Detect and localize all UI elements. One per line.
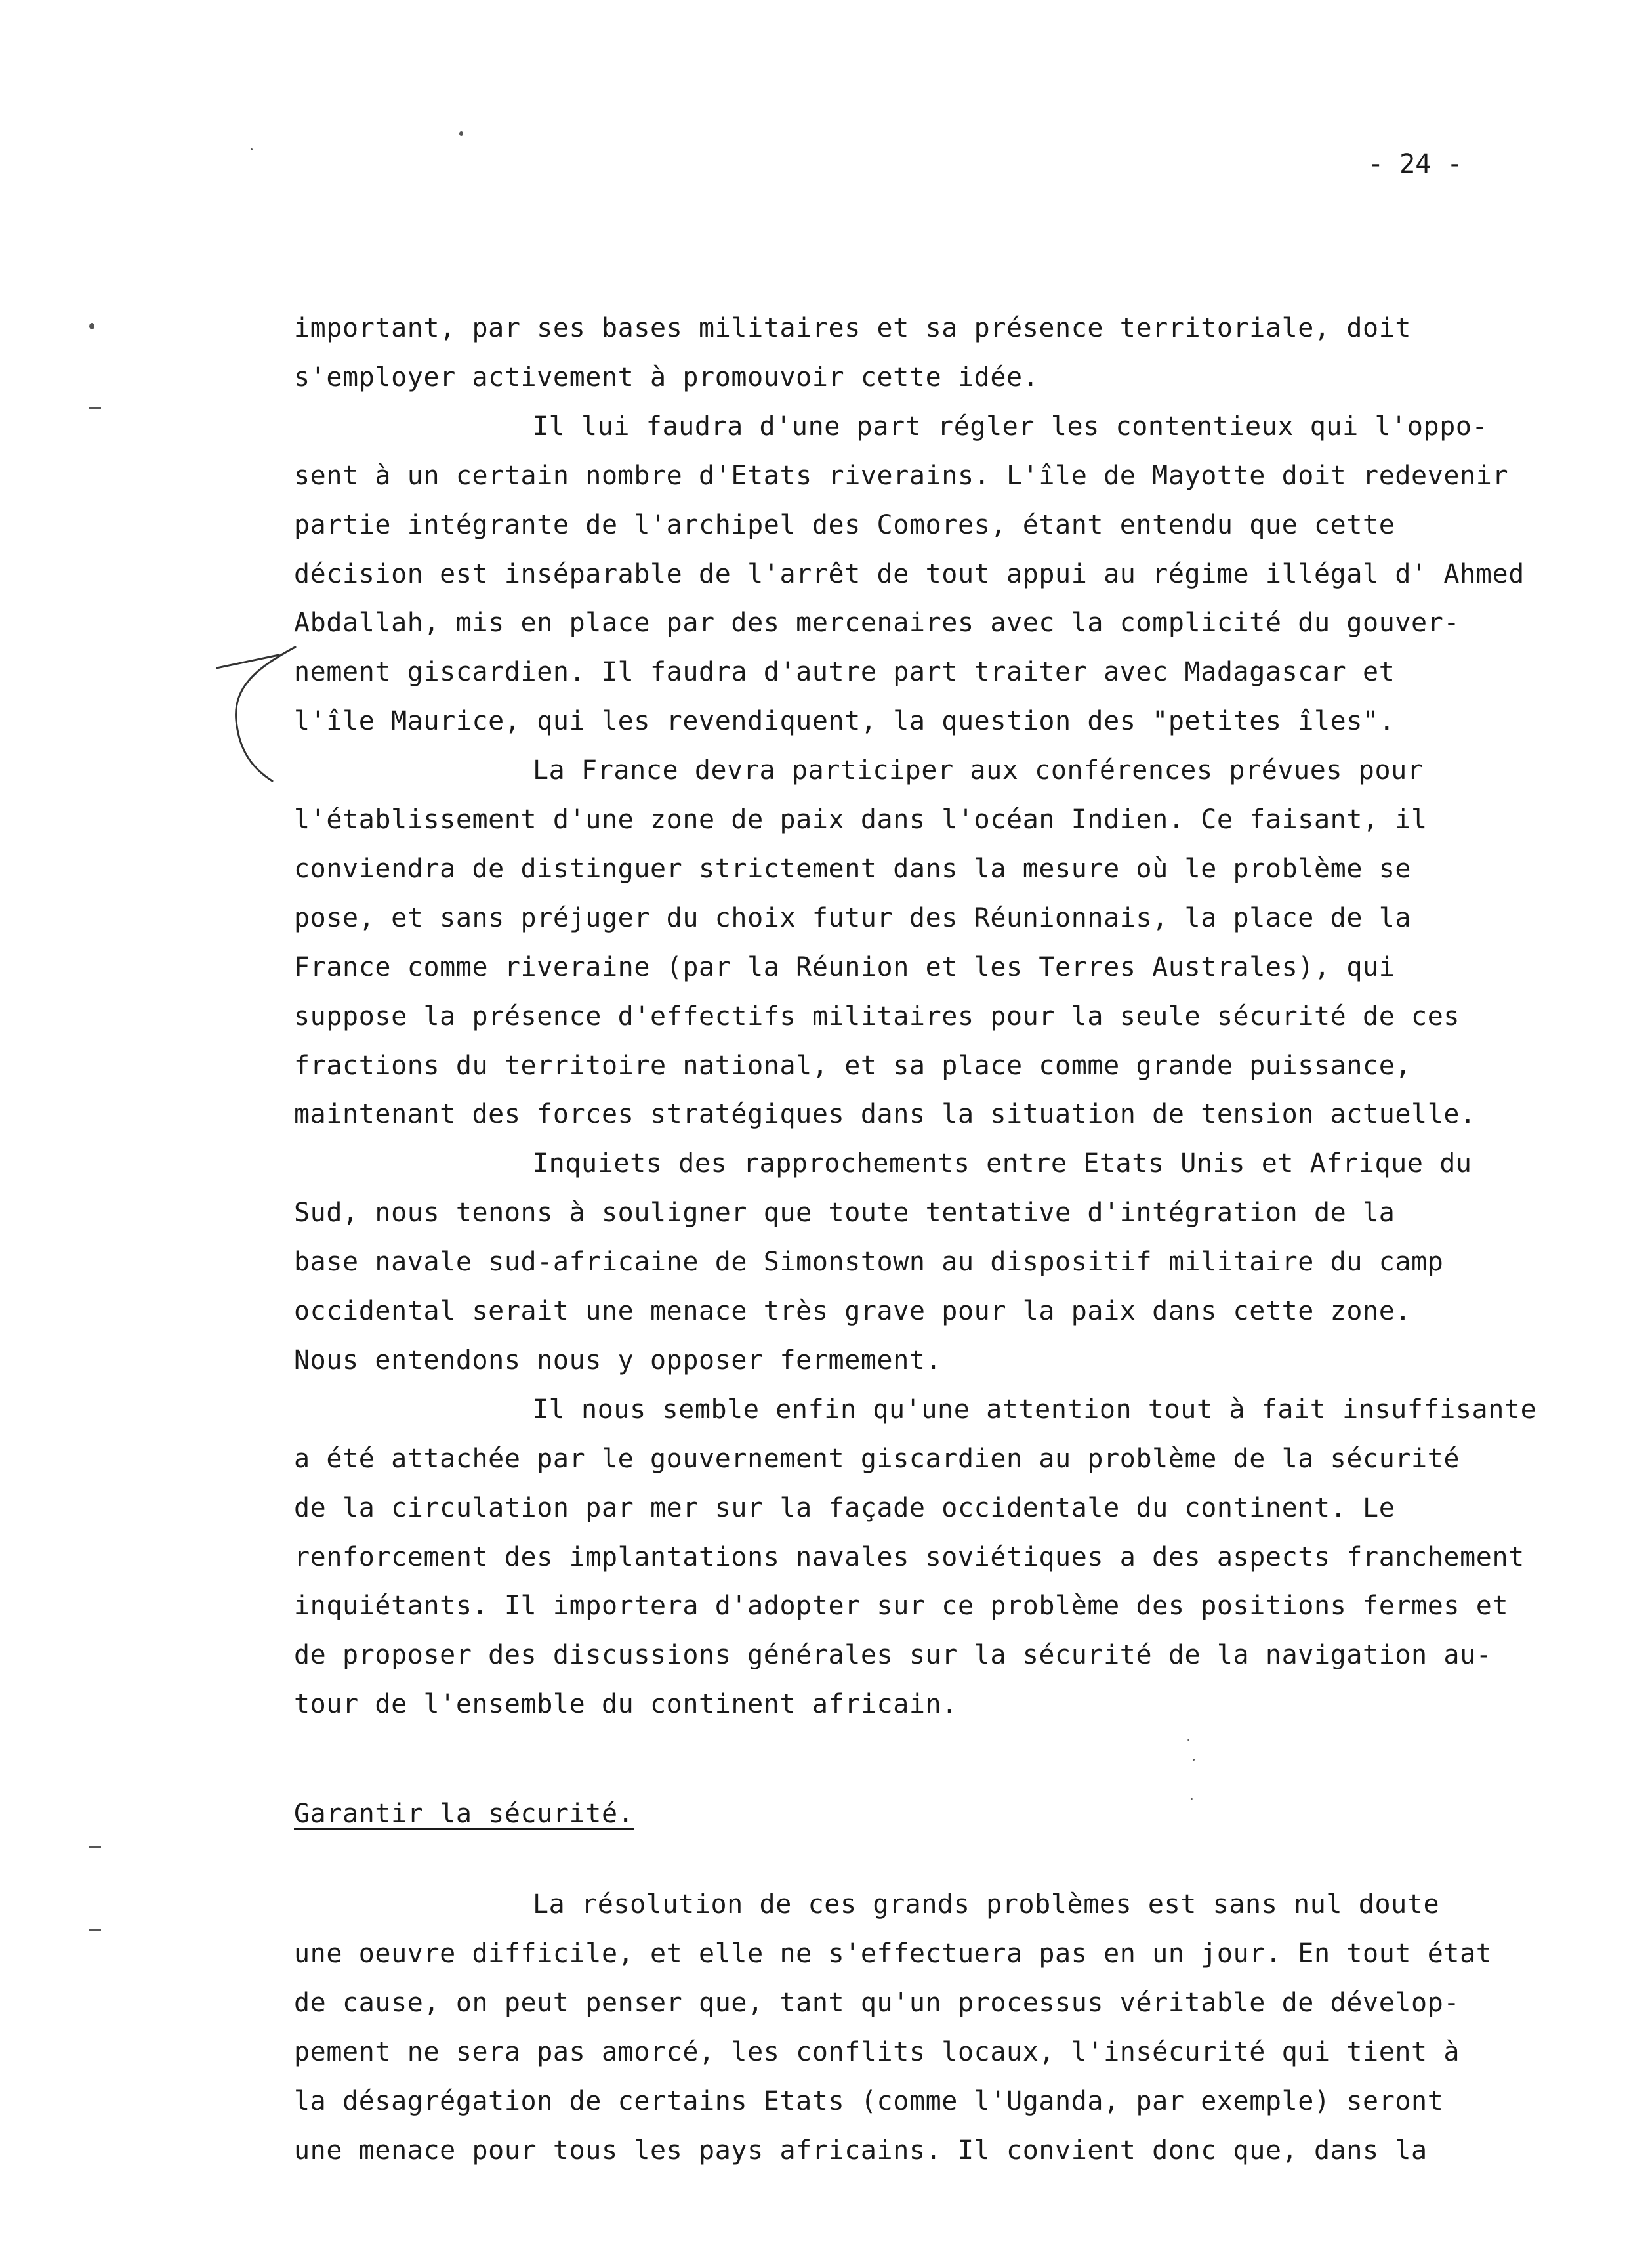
text-line: de cause, on peut penser que, tant qu'un processus véritable de dévelop-: [294, 1987, 1460, 2018]
scan-speck: [1193, 1759, 1195, 1761]
text-line: Sud, nous tenons à souligner que toute tentative d'intégration de la: [294, 1198, 1395, 1228]
text-line: renforcement des implantations navales soviétiques a des aspects franchement: [294, 1542, 1525, 1572]
text-line: de la circulation par mer sur la façade occidentale du continent. Le: [294, 1492, 1395, 1523]
text-line: Il lui faudra d'une part régler les contentieux qui l'oppo-: [533, 411, 1489, 442]
text-line: décision est inséparable de l'arrêt de tout appui au régime illégal d' Ahmed: [294, 558, 1525, 589]
text-line: base navale sud-africaine de Simonstown au dispositif militaire du camp: [294, 1247, 1444, 1278]
text-line: a été attachée par le gouvernement giscardien au problème de la sécurité: [294, 1443, 1460, 1474]
text-line: la désagrégation de certains Etats (comme l'Uganda, par exemple) seront: [294, 2086, 1444, 2116]
text-line: l'établissement d'une zone de paix dans l'océan Indien. Ce faisant, il: [294, 805, 1428, 835]
text-line: de proposer des discussions générales sur la sécurité de la navigation au-: [294, 1640, 1493, 1671]
margin-mark: [89, 1929, 101, 1931]
text-line: occidental serait une menace très grave pour la paix dans cette zone.: [294, 1296, 1412, 1326]
text-line: La résolution de ces grands problèmes est sans nul doute: [533, 1889, 1440, 1920]
text-line: une menace pour tous les pays africains. Il convient donc que, dans la: [294, 2135, 1428, 2166]
section-heading: Garantir la sécurité.: [294, 1799, 634, 1829]
text-line: Nous entendons nous y opposer fermement.: [294, 1345, 942, 1376]
text-line: partie intégrante de l'archipel des Comores, étant entendu que cette: [294, 509, 1395, 540]
text-line: conviendra de distinguer strictement dans la mesure où le problème se: [294, 853, 1412, 884]
text-line: une oeuvre difficile, et elle ne s'effectuera pas en un jour. En tout état: [294, 1938, 1493, 1969]
text-line: tour de l'ensemble du continent africain.: [294, 1689, 958, 1720]
text-line: fractions du territoire national, et sa place comme grande puissance,: [294, 1050, 1412, 1081]
scan-speck: [1187, 1739, 1189, 1741]
text-line: nement giscardien. Il faudra d'autre part traiter avec Madagascar et: [294, 657, 1395, 688]
page-number: - 24 -: [1368, 149, 1463, 179]
text-line: inquiétants. Il importera d'adopter sur ce problème des positions fermes et: [294, 1591, 1509, 1622]
text-line: Abdallah, mis en place par des mercenaires avec la complicité du gouver-: [294, 608, 1460, 639]
text-line: pose, et sans préjuger du choix futur des Réunionnais, la place de la: [294, 902, 1412, 933]
handwritten-margin-bracket: [216, 642, 302, 799]
text-line: pement ne sera pas amorcé, les conflits locaux, l'insécurité qui tient à: [294, 2036, 1460, 2067]
scan-speck: [251, 148, 253, 150]
text-line: s'employer activement à promouvoir cette idée.: [294, 362, 1039, 392]
scan-speck: [89, 323, 94, 329]
scan-speck: [459, 131, 463, 136]
text-line: important, par ses bases militaires et sa présence territoriale, doit: [294, 313, 1412, 343]
text-line: France comme riveraine (par la Réunion et les Terres Australes), qui: [294, 952, 1395, 982]
text-line: l'île Maurice, qui les revendiquent, la question des "petites îles".: [294, 706, 1395, 737]
text-line: La France devra participer aux conférences prévues pour: [533, 755, 1424, 786]
margin-mark: [89, 407, 101, 409]
text-line: maintenant des forces stratégiques dans la situation de tension actuelle.: [294, 1099, 1476, 1130]
margin-mark: [89, 1846, 101, 1848]
text-line: sent à un certain nombre d'Etats riverains. L'île de Mayotte doit redevenir: [294, 460, 1509, 491]
scan-speck: [1191, 1798, 1193, 1800]
text-line: Il nous semble enfin qu'une attention tout à fait insuffisante: [533, 1394, 1537, 1425]
text-line: Inquiets des rapprochements entre Etats Unis et Afrique du: [533, 1148, 1472, 1179]
text-line: suppose la présence d'effectifs militaires pour la seule sécurité de ces: [294, 1001, 1460, 1032]
